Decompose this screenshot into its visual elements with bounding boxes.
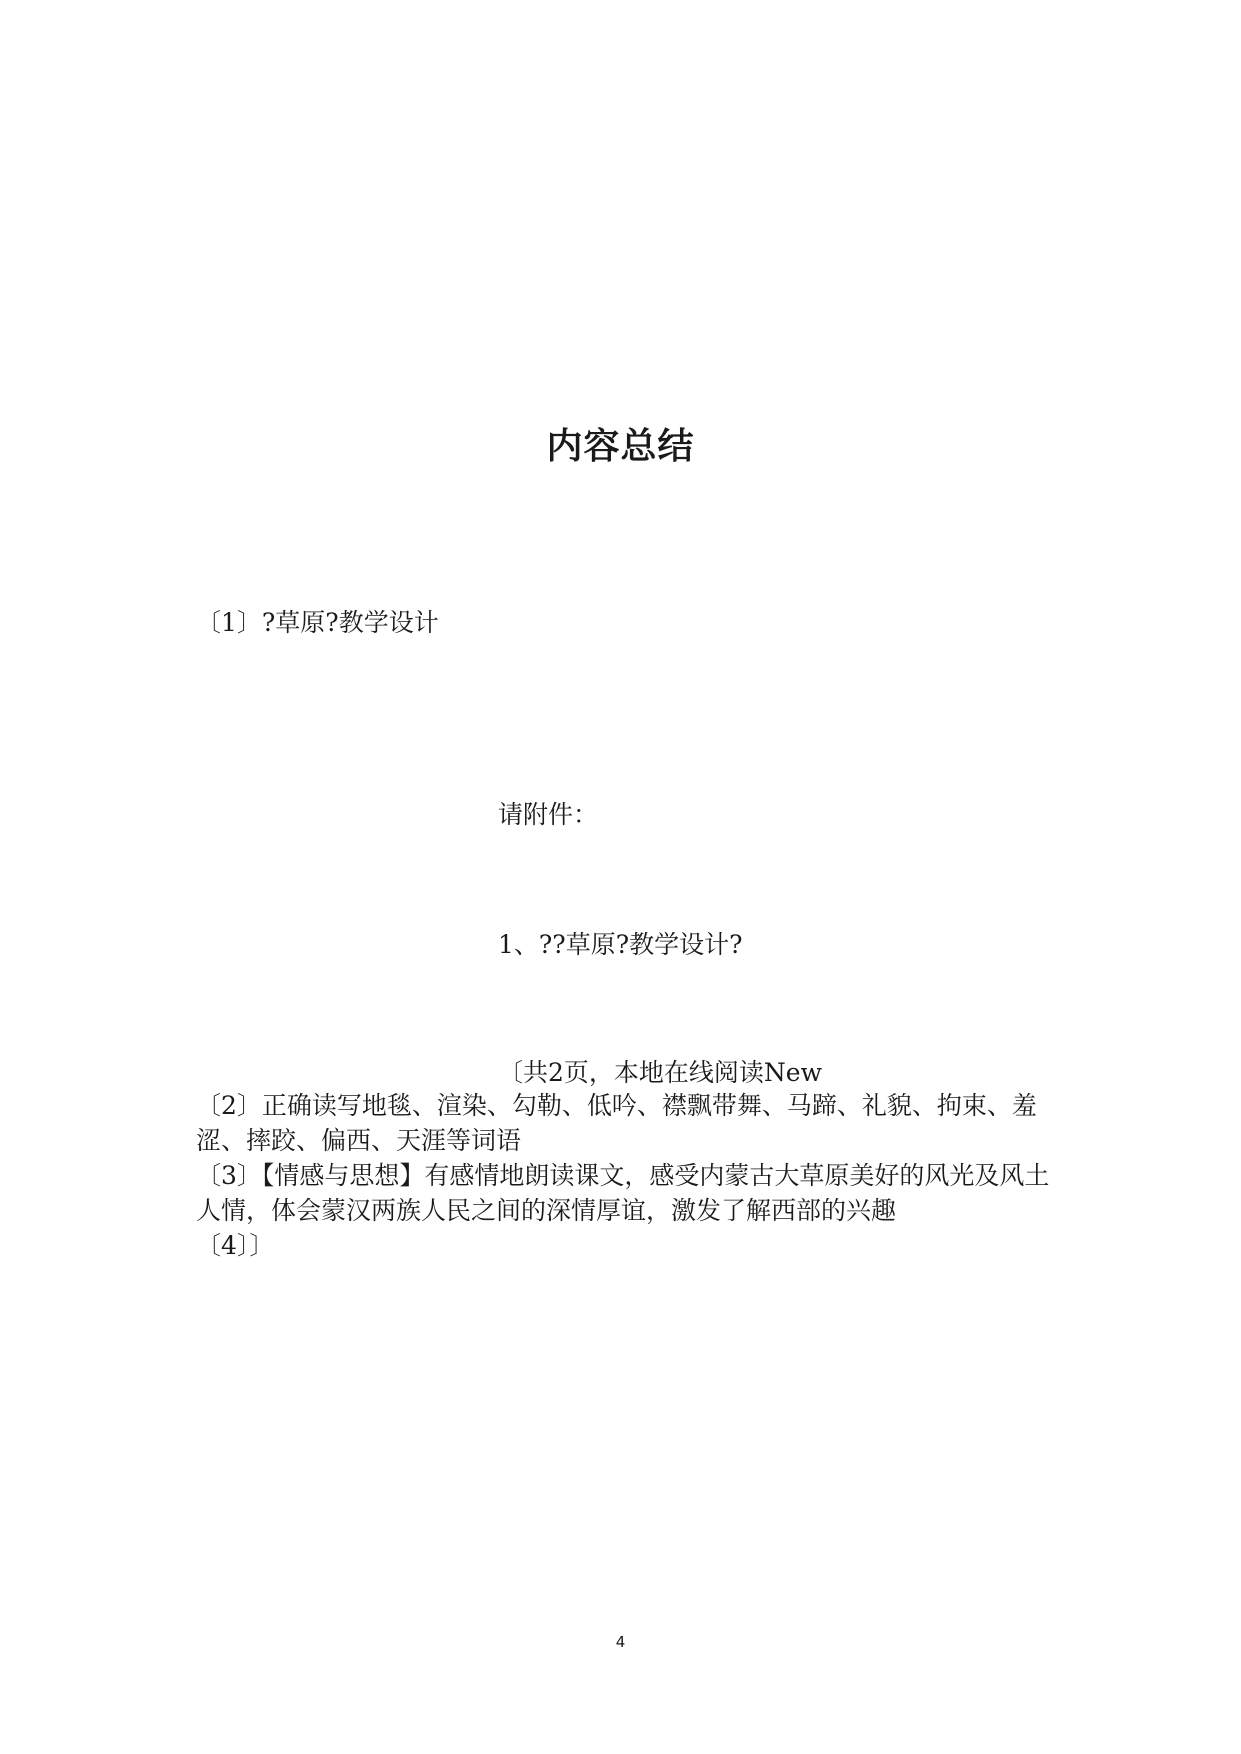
paragraph-item-3: 〔3〕【情感与思想】有感情地朗读课文，感受内蒙古大草原美好的风光及风土人情，体会蒙汉两族人民之间的深情厚谊，激发了解西部的兴趣 xyxy=(196,1161,1050,1225)
paragraph-item-4: 〔4〕〕 xyxy=(196,1231,275,1260)
attachment-item[interactable]: 1、??草原?教学设计? xyxy=(498,930,743,959)
attachment-label: 请附件： xyxy=(498,800,599,829)
body-text xyxy=(196,1088,1056,1263)
attachment-pages-note: 〔共2页，本地在线阅读New xyxy=(498,1058,822,1087)
page-title: 内容总结 xyxy=(546,426,695,467)
paragraph-item-2: 〔2〕正确读写地毯、渲染、勾勒、低吟、襟飘带舞、马蹄、礼貌、拘束、羞涩、摔跤、偏西、天涯等词语 xyxy=(196,1091,1037,1155)
page-number: 4 xyxy=(615,1633,626,1651)
item-1-heading: 〔1〕?草原?教学设计 xyxy=(196,608,439,637)
